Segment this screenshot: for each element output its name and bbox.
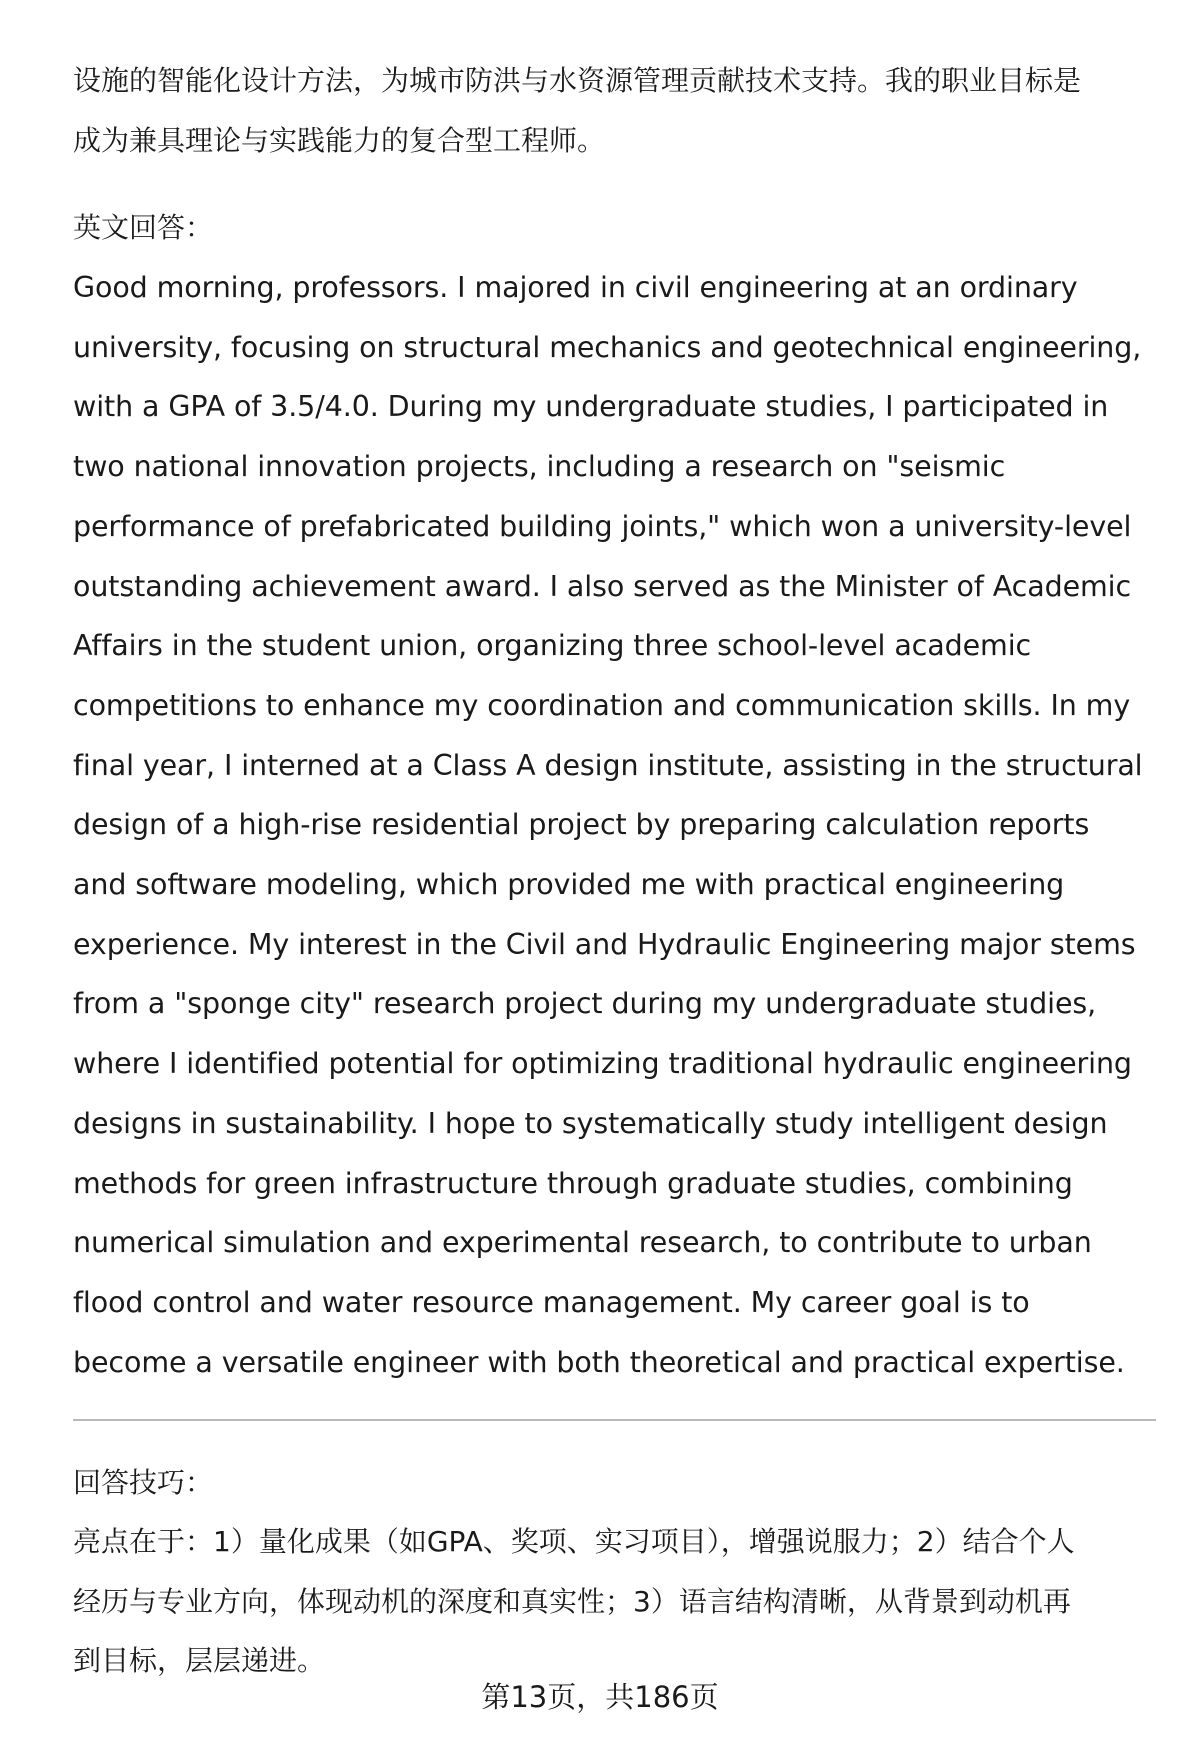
english-answer-line: outstanding achievement award. I also served as the Minister of Academic xyxy=(73,569,1132,603)
english-answer-line: two national innovation projects, including a research on "seismic xyxy=(73,450,1006,484)
page-number-footer: 第13页，共186页 xyxy=(481,1680,719,1714)
intro-text-line: 成为兼具理论与实践能力的复合型工程师。 xyxy=(73,123,606,157)
english-answer-line: final year, I interned at a Class A design institute, assisting in the structural xyxy=(73,748,1143,782)
english-answer-line: from a "sponge city" research project during my undergraduate studies, xyxy=(73,987,1097,1021)
english-answer-line: methods for green infrastructure through graduate studies, combining xyxy=(73,1166,1073,1200)
english-answer-line: become a versatile engineer with both theoretical and practical expertise. xyxy=(73,1345,1125,1379)
english-answer-line: and software modeling, which provided me with practical engineering xyxy=(73,868,1065,901)
english-answer-line: numerical simulation and experimental research, to contribute to urban xyxy=(73,1226,1092,1260)
english-answer-line: performance of prefabricated building joints," which won a university-level xyxy=(73,509,1132,543)
english-answer-line: university, focusing on structural mechanics and geotechnical engineering, xyxy=(73,330,1142,364)
english-answer-line: design of a high-rise residential project by preparing calculation reports xyxy=(73,808,1090,842)
english-answer-line: where I identified potential for optimizing traditional hydraulic engineering xyxy=(73,1047,1132,1081)
tips-text-line: 到目标，层层递进。 xyxy=(73,1644,326,1678)
english-answer-line: designs in sustainability. I hope to systematically study intelligent design xyxy=(73,1106,1108,1140)
english-answer-heading: 英文回答： xyxy=(73,211,214,244)
english-answer-line: with a GPA of 3.5/4.0. During my undergraduate studies, I participated in xyxy=(73,390,1109,424)
english-answer-line: competitions to enhance my coordination and communication skills. In my xyxy=(73,688,1131,722)
tips-text-line: 亮点在于：1）量化成果（如GPA、奖项、实习项目），增强说服力；2）结合个人 xyxy=(73,1525,1075,1558)
english-answer-line: flood control and water resource management. My career goal is to xyxy=(73,1285,1030,1319)
english-answer-line: Good morning, professors. I majored in civil engineering at an ordinary xyxy=(73,271,1078,304)
english-answer-line: Affairs in the student union, organizing three school-level academic xyxy=(73,629,1032,663)
tips-text-line: 经历与专业方向，体现动机的深度和真实性；3）语言结构清晰，从背景到动机再 xyxy=(73,1584,1071,1618)
intro-text-line: 设施的智能化设计方法，为城市防洪与水资源管理贡献技术支持。我的职业目标是 xyxy=(73,64,1082,97)
tips-heading: 回答技巧： xyxy=(73,1466,214,1499)
english-answer-line: experience. My interest in the Civil and Hydraulic Engineering major stems xyxy=(73,927,1136,961)
divider xyxy=(73,1419,1156,1421)
